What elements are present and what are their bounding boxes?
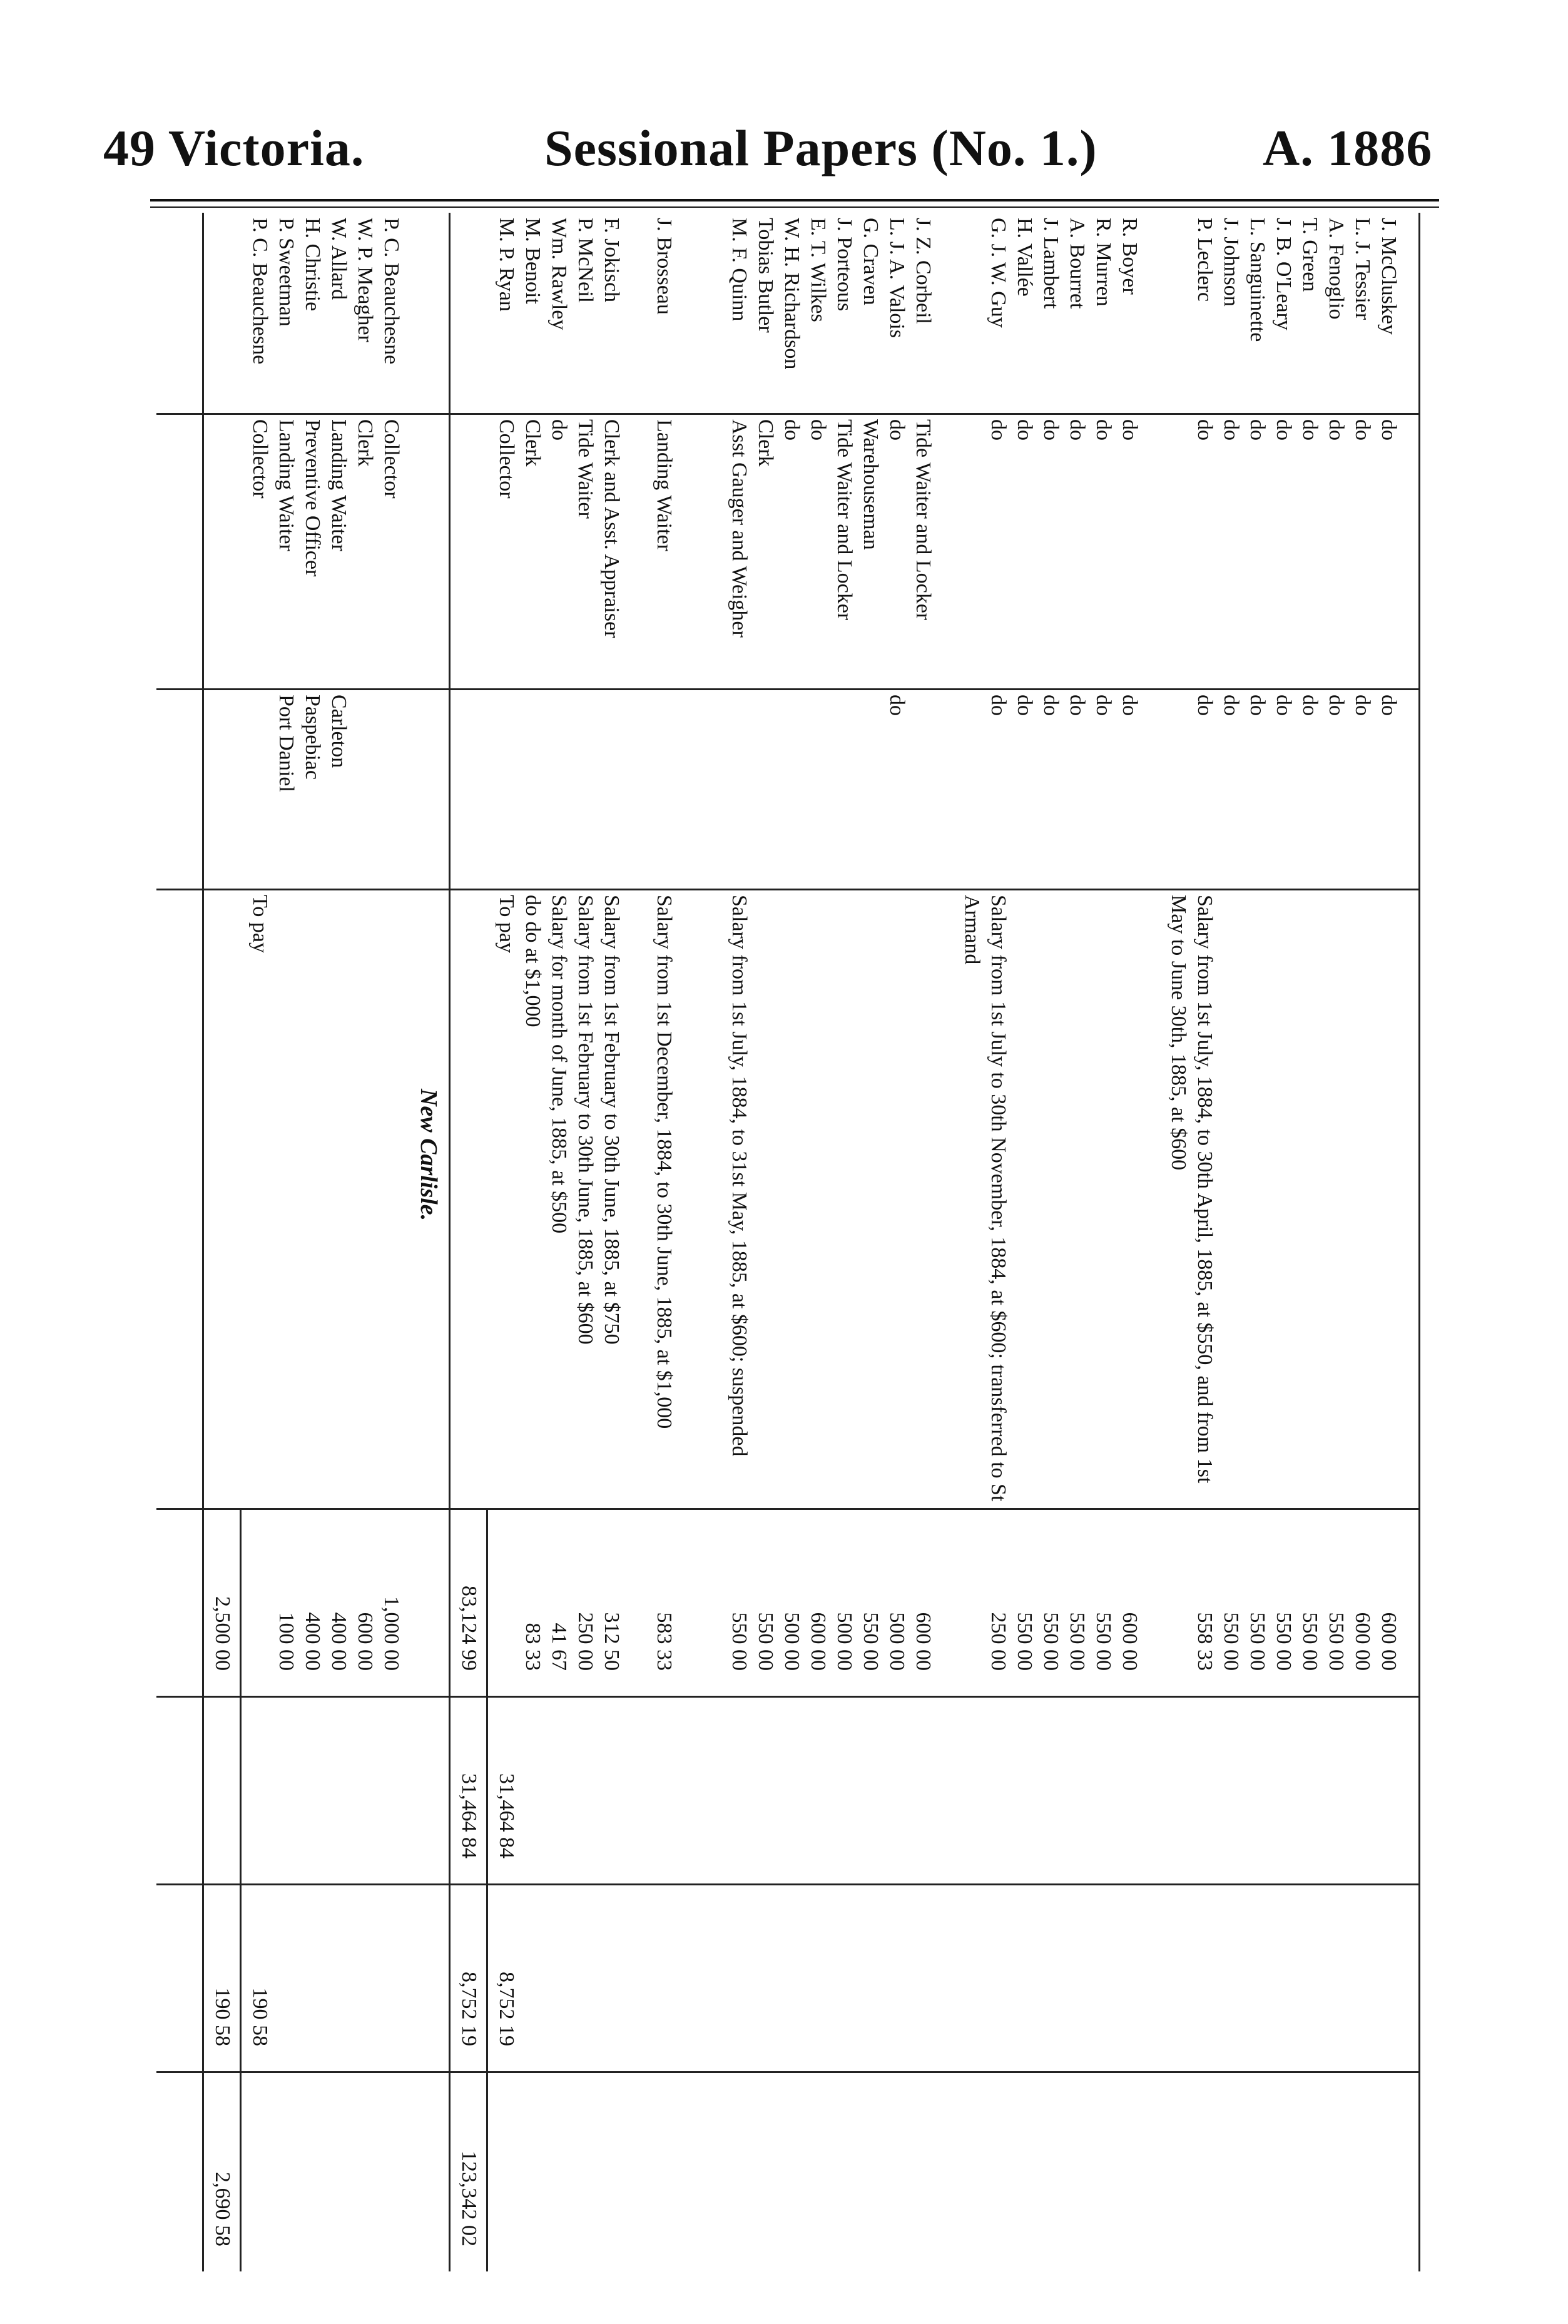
salary-amount: 600 00 — [1377, 1612, 1400, 1671]
office-title: do — [987, 419, 1010, 441]
table-row — [831, 213, 857, 2271]
remarks-text: To pay — [495, 895, 518, 953]
subtotal-rule — [240, 1508, 242, 2271]
employee-name: P. C. Beauchesne — [248, 218, 272, 365]
remarks-text: Salary from 1st December, 1884, to 30th June, 1885, at $1,000 — [653, 895, 676, 1429]
office-title: do — [1193, 419, 1216, 441]
section-rule — [449, 213, 451, 2271]
total-cell: 2,690 58 — [211, 2172, 234, 2246]
office-title: do — [1325, 419, 1348, 441]
salary-amount: 558 33 — [1193, 1612, 1216, 1671]
table-row — [519, 213, 546, 2271]
salary-amount: 550 00 — [1039, 1612, 1062, 1671]
header-rule-thin — [150, 206, 1439, 208]
employee-name: J. Porteous — [833, 218, 856, 312]
port-name: do — [1377, 695, 1400, 716]
salary-amount: 550 00 — [1246, 1612, 1269, 1671]
subtotal-rule — [486, 1508, 488, 2271]
office-title: do — [1298, 419, 1321, 441]
salary-amount: 550 00 — [1092, 1612, 1115, 1671]
port-name: Port Daniel — [275, 695, 298, 792]
remarks-text: Salary from 1st February to 30th June, 1885, at $750 — [600, 895, 623, 1345]
office-title: do — [1377, 419, 1400, 441]
employee-name: J. Johnson — [1219, 218, 1243, 307]
employee-name: J. McCluskey — [1377, 218, 1400, 335]
office-title: Landing Waiter — [327, 419, 350, 551]
table-row — [1375, 213, 1402, 2271]
office-title: do — [1039, 419, 1062, 441]
salary-amount: 583 33 — [653, 1612, 676, 1671]
total-cell: 83,124 99 — [457, 1586, 481, 1671]
employee-name: J. B. O'Leary — [1272, 218, 1295, 330]
table-row — [624, 213, 677, 2271]
port-name: do — [1325, 695, 1348, 716]
employee-name: G. Craven — [859, 218, 882, 305]
remarks-text: Salary from 1st February to 30th June, 1885, at $600 — [574, 895, 597, 1345]
year-label: A. 1886 — [1263, 120, 1433, 176]
office-title: Clerk — [521, 419, 544, 467]
total-cell: 2,500 00 — [211, 1596, 234, 1671]
salary-table — [156, 213, 1420, 2271]
table-row — [546, 213, 572, 2271]
table-row — [1296, 213, 1323, 2271]
contingency-amount: 8,752 19 — [495, 1972, 518, 2046]
header-rule — [150, 199, 1439, 201]
employee-name: H. Vallée — [1013, 218, 1036, 297]
table-row — [752, 213, 778, 2271]
port-name: do — [1039, 695, 1062, 716]
total-cell: 31,464 84 — [457, 1773, 481, 1858]
employee-name: M. F. Quinn — [728, 218, 751, 322]
employee-name: P. Leclerc — [1193, 218, 1216, 302]
port-name: do — [1066, 695, 1089, 716]
salary-amount: 400 00 — [301, 1612, 324, 1671]
table-row — [493, 213, 519, 2271]
port-name: do — [1246, 695, 1269, 716]
office-title: do — [547, 419, 571, 441]
employee-name: Tobias Butler — [754, 218, 777, 333]
office-title: Tide Waiter — [574, 419, 597, 519]
port-name: do — [1351, 695, 1374, 716]
office-title: Collector — [380, 419, 403, 499]
port-name: Paspebiac — [301, 695, 324, 780]
table-top-rule — [1418, 213, 1420, 2271]
totals-row — [456, 213, 482, 2271]
employee-name: P. C. Beauchesne — [380, 218, 403, 365]
port-name: do — [1193, 695, 1216, 716]
employee-name: M. Benoit — [521, 218, 544, 304]
port-name: do — [1092, 695, 1115, 716]
office-title: Warehouseman — [859, 419, 882, 550]
salary-amount: 500 00 — [780, 1612, 803, 1671]
remarks-text: do do at $1,000 — [521, 895, 544, 1027]
salary-amount: 41 67 — [547, 1623, 571, 1671]
table-row — [1323, 213, 1349, 2271]
office-title: do — [1066, 419, 1089, 441]
employee-name: M. P. Ryan — [495, 218, 518, 312]
office-title: do — [1246, 419, 1269, 441]
employee-name: J. Z. Corbeil — [912, 218, 935, 324]
salary-amount: 550 00 — [754, 1612, 777, 1671]
salary-amount: 312 50 — [600, 1612, 623, 1671]
port-name: do — [1272, 695, 1295, 716]
table-row — [247, 213, 273, 2271]
table-row — [959, 213, 1011, 2271]
salary-amount: 400 00 — [327, 1612, 350, 1671]
contingency-amount: 190 58 — [248, 1987, 272, 2046]
office-title: do — [780, 419, 803, 441]
remarks-text: Salary for month of June, 1885, at $500 — [547, 895, 571, 1234]
employee-name: T. Green — [1298, 218, 1321, 292]
table-row — [598, 213, 624, 2271]
totals-row — [209, 213, 235, 2271]
employee-name: W. Allard — [327, 218, 350, 300]
salary-amount: 250 00 — [574, 1612, 597, 1671]
table-row — [1218, 213, 1244, 2271]
salary-amount: 550 00 — [1066, 1612, 1089, 1671]
office-title: Collector — [248, 419, 272, 499]
employee-name: P. McNeil — [574, 218, 597, 303]
office-title: Landing Waiter — [275, 419, 298, 551]
salary-amount: 500 00 — [885, 1612, 909, 1671]
salary-amount: 550 00 — [1219, 1612, 1243, 1671]
salary-amount: 600 00 — [354, 1612, 377, 1671]
office-title: do — [1272, 419, 1295, 441]
salary-amount: 550 00 — [1272, 1612, 1295, 1671]
employee-name: G. J. W. Guy — [987, 218, 1010, 328]
salary-amount: 600 00 — [807, 1612, 830, 1671]
table-row — [700, 213, 752, 2271]
table-row — [883, 213, 910, 2271]
salary-amount: 500 00 — [833, 1612, 856, 1671]
ledger-page — [156, 213, 1420, 2271]
remarks-text: Salary from 1st July to 30th November, 1884, at $600; transferred to St Armand — [960, 895, 1010, 1502]
employee-name: A. Fenoglio — [1325, 218, 1348, 320]
salary-amount: 100 00 — [275, 1612, 298, 1671]
section-heading: New Carlisle. — [415, 1089, 442, 1221]
remarks-text: Salary from 1st July, 1884, to 30th April, 1885, at $550, and from 1st May to June 30th, 1885, at $600 — [1167, 895, 1216, 1484]
table-row — [1270, 213, 1296, 2271]
employee-name: E. T. Wilkes — [807, 218, 830, 322]
remarks-text: Salary from 1st July, 1884, to 31st May, 1885, at $600; suspended — [728, 895, 751, 1457]
table-row — [1165, 213, 1218, 2271]
table-row — [352, 213, 378, 2271]
office-title: do — [807, 419, 830, 441]
office-title: Tide Waiter and Locker — [912, 419, 935, 621]
table-row — [1244, 213, 1270, 2271]
employee-name: W. H. Richardson — [780, 218, 803, 370]
series-title: Sessional Papers (No. 1.) — [544, 120, 1097, 176]
office-title: do — [1219, 419, 1243, 441]
port-name: do — [1118, 695, 1141, 716]
port-name: do — [1013, 695, 1036, 716]
port-name: do — [885, 695, 909, 716]
office-title: Clerk — [354, 419, 377, 467]
office-title: Asst Gauger and Weigher — [728, 419, 751, 638]
table-row — [857, 213, 883, 2271]
salary-amount: 550 00 — [1013, 1612, 1036, 1671]
total-cell: 123,342 02 — [457, 2151, 481, 2246]
employee-name: R. Murren — [1092, 218, 1115, 307]
salary-amount: 600 00 — [1118, 1612, 1141, 1671]
salary-amount: 550 00 — [1325, 1612, 1348, 1671]
salary-amount: 550 00 — [728, 1612, 751, 1671]
table-row — [378, 213, 404, 2271]
employee-name: L. J. A. Valois — [885, 218, 909, 339]
table-row — [1116, 213, 1143, 2271]
salary-amount: 600 00 — [1351, 1612, 1374, 1671]
office-title: Clerk and Asst. Appraiser — [600, 419, 623, 638]
table-row — [1037, 213, 1064, 2271]
office-title: Landing Waiter — [653, 419, 676, 551]
table-row — [325, 213, 352, 2271]
office-title: do — [1351, 419, 1374, 441]
total-cell: 8,752 19 — [457, 1972, 481, 2046]
office-title: Collector — [495, 419, 518, 499]
salary-amount: 250 00 — [987, 1612, 1010, 1671]
salary-amount: 550 00 — [859, 1612, 882, 1671]
office-title: do — [1092, 419, 1115, 441]
office-title: Clerk — [754, 419, 777, 467]
employee-name: J. Lambert — [1039, 218, 1062, 309]
table-row — [299, 213, 325, 2271]
employee-name: P. Sweetman — [275, 218, 298, 327]
table-row — [1064, 213, 1090, 2271]
salary-amount: 550 00 — [1298, 1612, 1321, 1671]
volume-label: 49 Victoria. — [103, 120, 365, 176]
total-cell: 190 58 — [211, 1987, 234, 2046]
employee-name: H. Christie — [301, 218, 324, 312]
table-row — [805, 213, 831, 2271]
port-name: Carleton — [327, 695, 350, 768]
table-row — [1090, 213, 1116, 2271]
office-title: do — [1013, 419, 1036, 441]
table-row — [910, 213, 936, 2271]
subtotal-amount: 31,464 84 — [495, 1773, 518, 1858]
employee-name: W. P. Meagher — [354, 218, 377, 342]
employee-name: L. J. Tessier — [1351, 218, 1374, 320]
remarks-text: To pay — [248, 895, 272, 953]
salary-amount: 600 00 — [912, 1612, 935, 1671]
table-row — [273, 213, 299, 2271]
office-title: do — [885, 419, 909, 441]
salary-amount: 83 33 — [521, 1623, 544, 1671]
salary-amount: 1,000 00 — [380, 1596, 403, 1671]
section-rule — [202, 213, 204, 2271]
employee-name: A. Bourret — [1066, 218, 1089, 309]
office-title: Tide Waiter and Locker — [833, 419, 856, 621]
table-row — [778, 213, 805, 2271]
employee-name: J. Brosseau — [653, 218, 676, 315]
port-name: do — [1219, 695, 1243, 716]
employee-name: Wm. Rawley — [547, 218, 571, 330]
port-name: do — [1298, 695, 1321, 716]
employee-name: F. Jokisch — [600, 218, 623, 303]
office-title: do — [1118, 419, 1141, 441]
table-row — [1349, 213, 1375, 2271]
office-title: Preventive Officer — [301, 419, 324, 577]
table-row — [572, 213, 598, 2271]
table-row — [1011, 213, 1037, 2271]
port-name: do — [987, 695, 1010, 716]
employee-name: L. Sanguinette — [1246, 218, 1269, 342]
employee-name: R. Boyer — [1118, 218, 1141, 295]
